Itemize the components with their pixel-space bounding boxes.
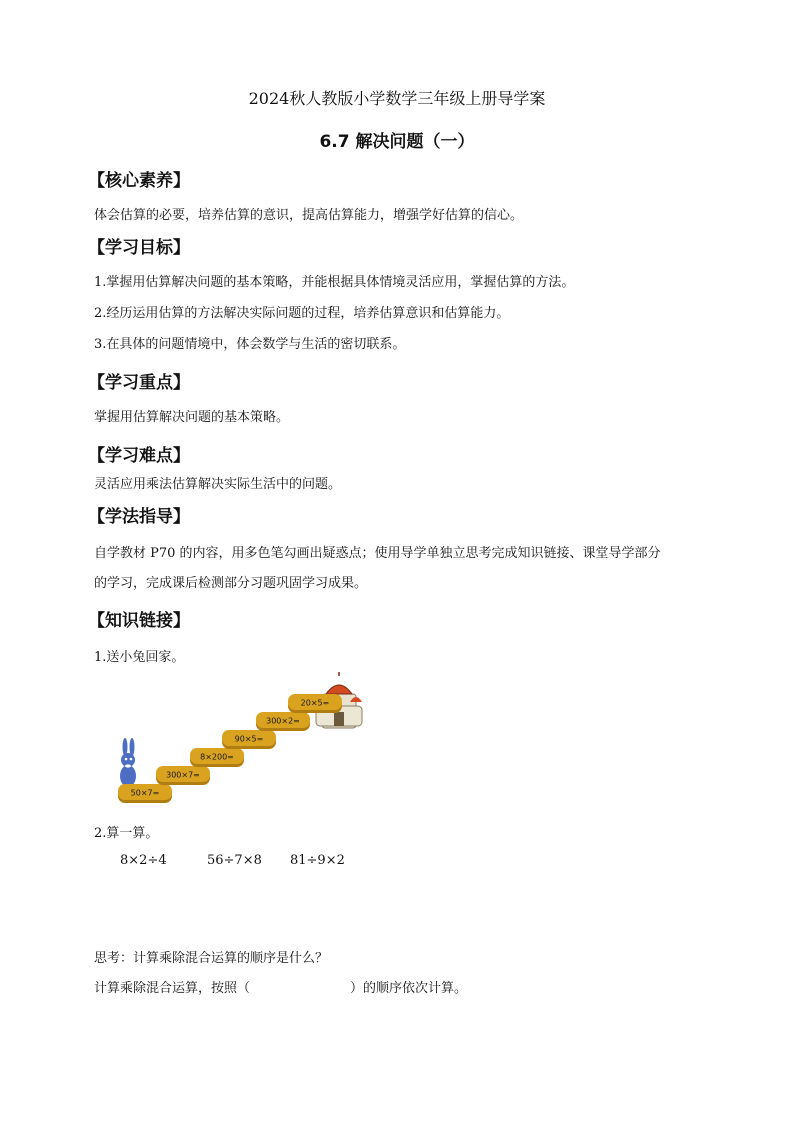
stepping-stone bbox=[256, 712, 310, 731]
key-text: 掌握用估算解决问题的基本策略。 bbox=[94, 410, 290, 425]
step-label: 300×2= bbox=[266, 716, 300, 726]
step-label: 50×7= bbox=[130, 788, 160, 798]
method-text-line-1: 自学教材 P70 的内容，用多色笔勾画出疑惑点；使用导学单独立思考完成知识链接、课堂导学部分 bbox=[94, 546, 661, 561]
fill-in-prefix: 计算乘除混合运算，按照（ bbox=[94, 981, 251, 996]
think-question: 思考：计算乘除混合运算的顺序是什么？ bbox=[94, 951, 329, 966]
difficulty-text: 灵活应用乘法估算解决实际生活中的问题。 bbox=[94, 477, 342, 492]
fill-in-suffix: ）的顺序依次计算。 bbox=[350, 981, 468, 996]
goal-item-3: 3.在具体的问题情境中，体会数学与生活的密切联系。 bbox=[94, 337, 406, 352]
heading-key: 【学习重点】 bbox=[88, 373, 190, 393]
heading-difficulty: 【学习难点】 bbox=[88, 446, 190, 466]
document-title: 2024秋人教版小学数学三年级上册导学案 bbox=[248, 89, 546, 108]
question-2: 2.算一算。 bbox=[94, 826, 159, 841]
fill-in-sentence bbox=[94, 977, 467, 996]
stepping-stone bbox=[156, 766, 210, 785]
goal-item-2: 2.经历运用估算的方法解决实际问题的过程，培养估算意识和估算能力。 bbox=[94, 306, 510, 321]
step-label: 90×5= bbox=[234, 734, 264, 744]
calc-item-2: 56÷7×8 bbox=[207, 853, 262, 868]
stepping-stone bbox=[118, 784, 172, 803]
question-1: 1.送小兔回家。 bbox=[94, 650, 185, 665]
stepping-stone bbox=[190, 748, 244, 767]
heading-links: 【知识链接】 bbox=[88, 611, 190, 631]
step-label: 20×5= bbox=[300, 698, 330, 708]
rabbit-icon bbox=[120, 738, 136, 787]
core-text: 体会估算的必要，培养估算的意识，提高估算能力，增强学好估算的信心。 bbox=[94, 208, 524, 223]
calc-item-3: 81÷9×2 bbox=[290, 853, 345, 868]
lesson-title: 6.7 解决问题（一） bbox=[319, 132, 475, 152]
rabbit-stairs-illustration bbox=[110, 672, 370, 812]
goal-item-1: 1.掌握用估算解决问题的基本策略，并能根据具体情境灵活应用，掌握估算的方法。 bbox=[94, 275, 575, 290]
step-label: 8×200= bbox=[200, 752, 234, 762]
heading-goals: 【学习目标】 bbox=[88, 238, 190, 258]
calc-item-1: 8×2÷4 bbox=[120, 853, 167, 868]
heading-core: 【核心素养】 bbox=[88, 171, 190, 191]
step-label: 300×7= bbox=[166, 770, 200, 780]
heading-method: 【学法指导】 bbox=[88, 507, 190, 527]
method-text-line-2: 的学习，完成课后检测部分习题巩固学习成果。 bbox=[94, 576, 368, 591]
stepping-stone bbox=[222, 730, 276, 749]
stepping-stone bbox=[288, 694, 342, 713]
